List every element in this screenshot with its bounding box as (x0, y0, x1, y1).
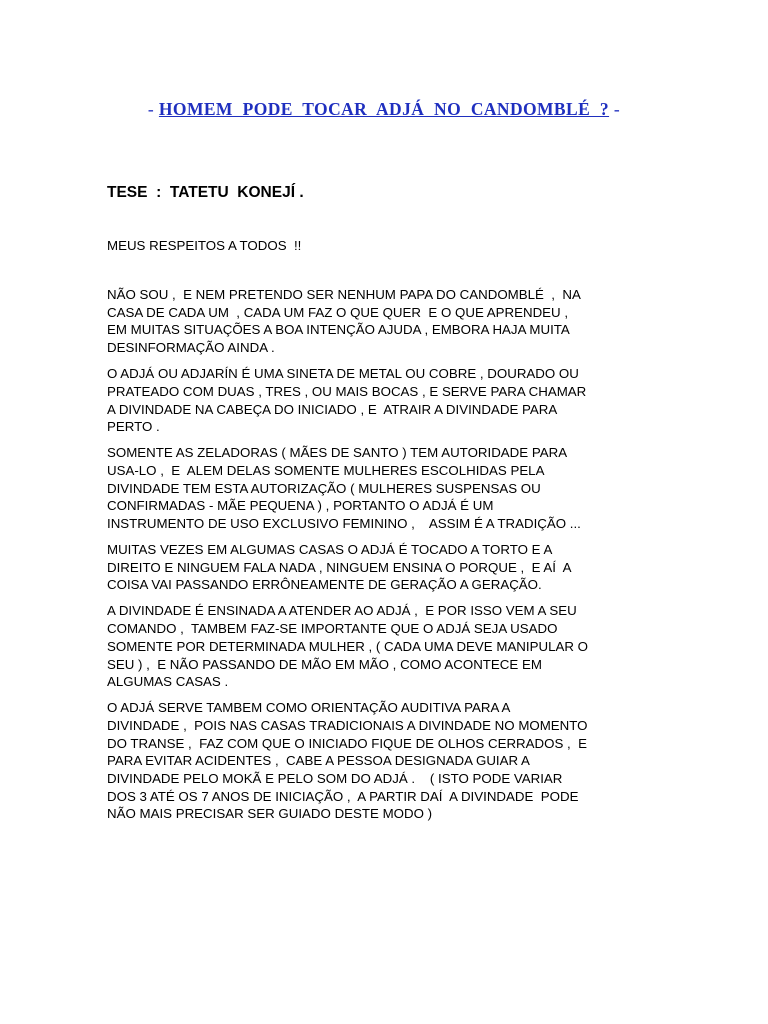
text-line: PRATEADO COM DUAS , TRES , OU MAIS BOCAS , E SERVE PARA CHAMAR (107, 383, 587, 399)
text-line: EM MUITAS SITUAÇÕES A BOA INTENÇÃO AJUDA , EMBORA HAJA MUITA (107, 322, 570, 338)
text-line: NÃO MAIS PRECISAR SER GUIADO DESTE MODO ) (107, 806, 433, 822)
text-line: USA-LO , E ALEM DELAS SOMENTE MULHERES ESCOLHIDAS PELA (107, 462, 545, 478)
text-line: CONFIRMADAS - MÃE PEQUENA ) , PORTANTO O ADJÁ É UM (107, 498, 494, 514)
paragraph-intro (107, 286, 667, 357)
text-line: INSTRUMENTO DE USO EXCLUSIVO FEMININO , ASSIM É A TRADIÇÃO ... (107, 516, 581, 532)
text-line: PERTO . (107, 419, 160, 435)
text-line: SOMENTE POR DETERMINADA MULHER , ( CADA UMA DEVE MANIPULAR O (107, 638, 588, 654)
text-line: PARA EVITAR ACIDENTES , CABE A PESSOA DESIGNADA GUIAR A (107, 753, 530, 769)
text-line: DESINFORMAÇÃO AINDA . (107, 340, 275, 356)
text-line: NÃO SOU , E NEM PRETENDO SER NENHUM PAPA DO CANDOMBLÉ , NA (107, 287, 581, 302)
thesis-heading: TESE : TATETU KONEJÍ . (107, 184, 304, 201)
title-link[interactable]: HOMEM PODE TOCAR ADJÁ NO CANDOMBLÉ ? (158, 99, 610, 119)
text-line: O ADJÁ SERVE TAMBEM COMO ORIENTAÇÃO AUDITIVA PARA A (107, 700, 511, 716)
paragraph-definition (107, 365, 667, 436)
text-line: A DIVINDADE É ENSINADA A ATENDER AO ADJÁ , E POR ISSO VEM A SEU (107, 603, 577, 619)
text-line: DOS 3 ATÉ OS 7 ANOS DE INICIAÇÃO , A PARTIR DAÍ A DIVINDADE PODE (107, 788, 579, 804)
paragraph-orientation (107, 699, 667, 823)
text-line: DIREITO E NINGUEM FALA NADA , NINGUEM ENSINA O PORQUE , E AÍ A (107, 559, 572, 575)
paragraph-misuse (107, 541, 667, 594)
text-line: O ADJÁ OU ADJARÍN É UMA SINETA DE METAL OU COBRE , DOURADO OU (107, 366, 579, 382)
document-title (0, 99, 768, 120)
text-line: DIVINDADE , POIS NAS CASAS TRADICIONAIS A DIVINDADE NO MOMENTO (107, 717, 588, 733)
text-line: COMANDO , TAMBEM FAZ-SE IMPORTANTE QUE O ADJÁ SEJA USADO (107, 621, 558, 637)
text-line: SEU ) , E NÃO PASSANDO DE MÃO EM MÃO , COMO ACONTECE EM (107, 656, 542, 672)
text-line: DIVINDADE TEM ESTA AUTORIZAÇÃO ( MULHERES SUSPENSAS OU (107, 480, 541, 496)
paragraph-teaching (107, 602, 667, 691)
text-line: COISA VAI PASSANDO ERRÔNEAMENTE DE GERAÇÃO A GERAÇÃO. (107, 577, 542, 593)
text-line: DIVINDADE PELO MOKÃ E PELO SOM DO ADJÁ . ( ISTO PODE VARIAR (107, 771, 563, 787)
title-prefix-dash: - (147, 99, 159, 119)
text-line: MUITAS VEZES EM ALGUMAS CASAS O ADJÁ É TOCADO A TORTO E A (107, 542, 553, 558)
text-line: A DIVINDADE NA CABEÇA DO INICIADO , E ATRAIR A DIVINDADE PARA (107, 401, 558, 417)
text-line: SOMENTE AS ZELADORAS ( MÃES DE SANTO ) TEM AUTORIDADE PARA (107, 445, 568, 461)
text-line: ALGUMAS CASAS . (107, 674, 229, 690)
body-text (107, 286, 667, 831)
text-line: DO TRANSE , FAZ COM QUE O INICIADO FIQUE DE OLHOS CERRADOS , E (107, 735, 587, 751)
text-line: CASA DE CADA UM , CADA UM FAZ O QUE QUER E O QUE APRENDEU , (107, 304, 569, 320)
paragraph-authority (107, 444, 667, 533)
greeting-line: MEUS RESPEITOS A TODOS !! (107, 238, 302, 253)
title-suffix-dash: - (609, 99, 621, 119)
